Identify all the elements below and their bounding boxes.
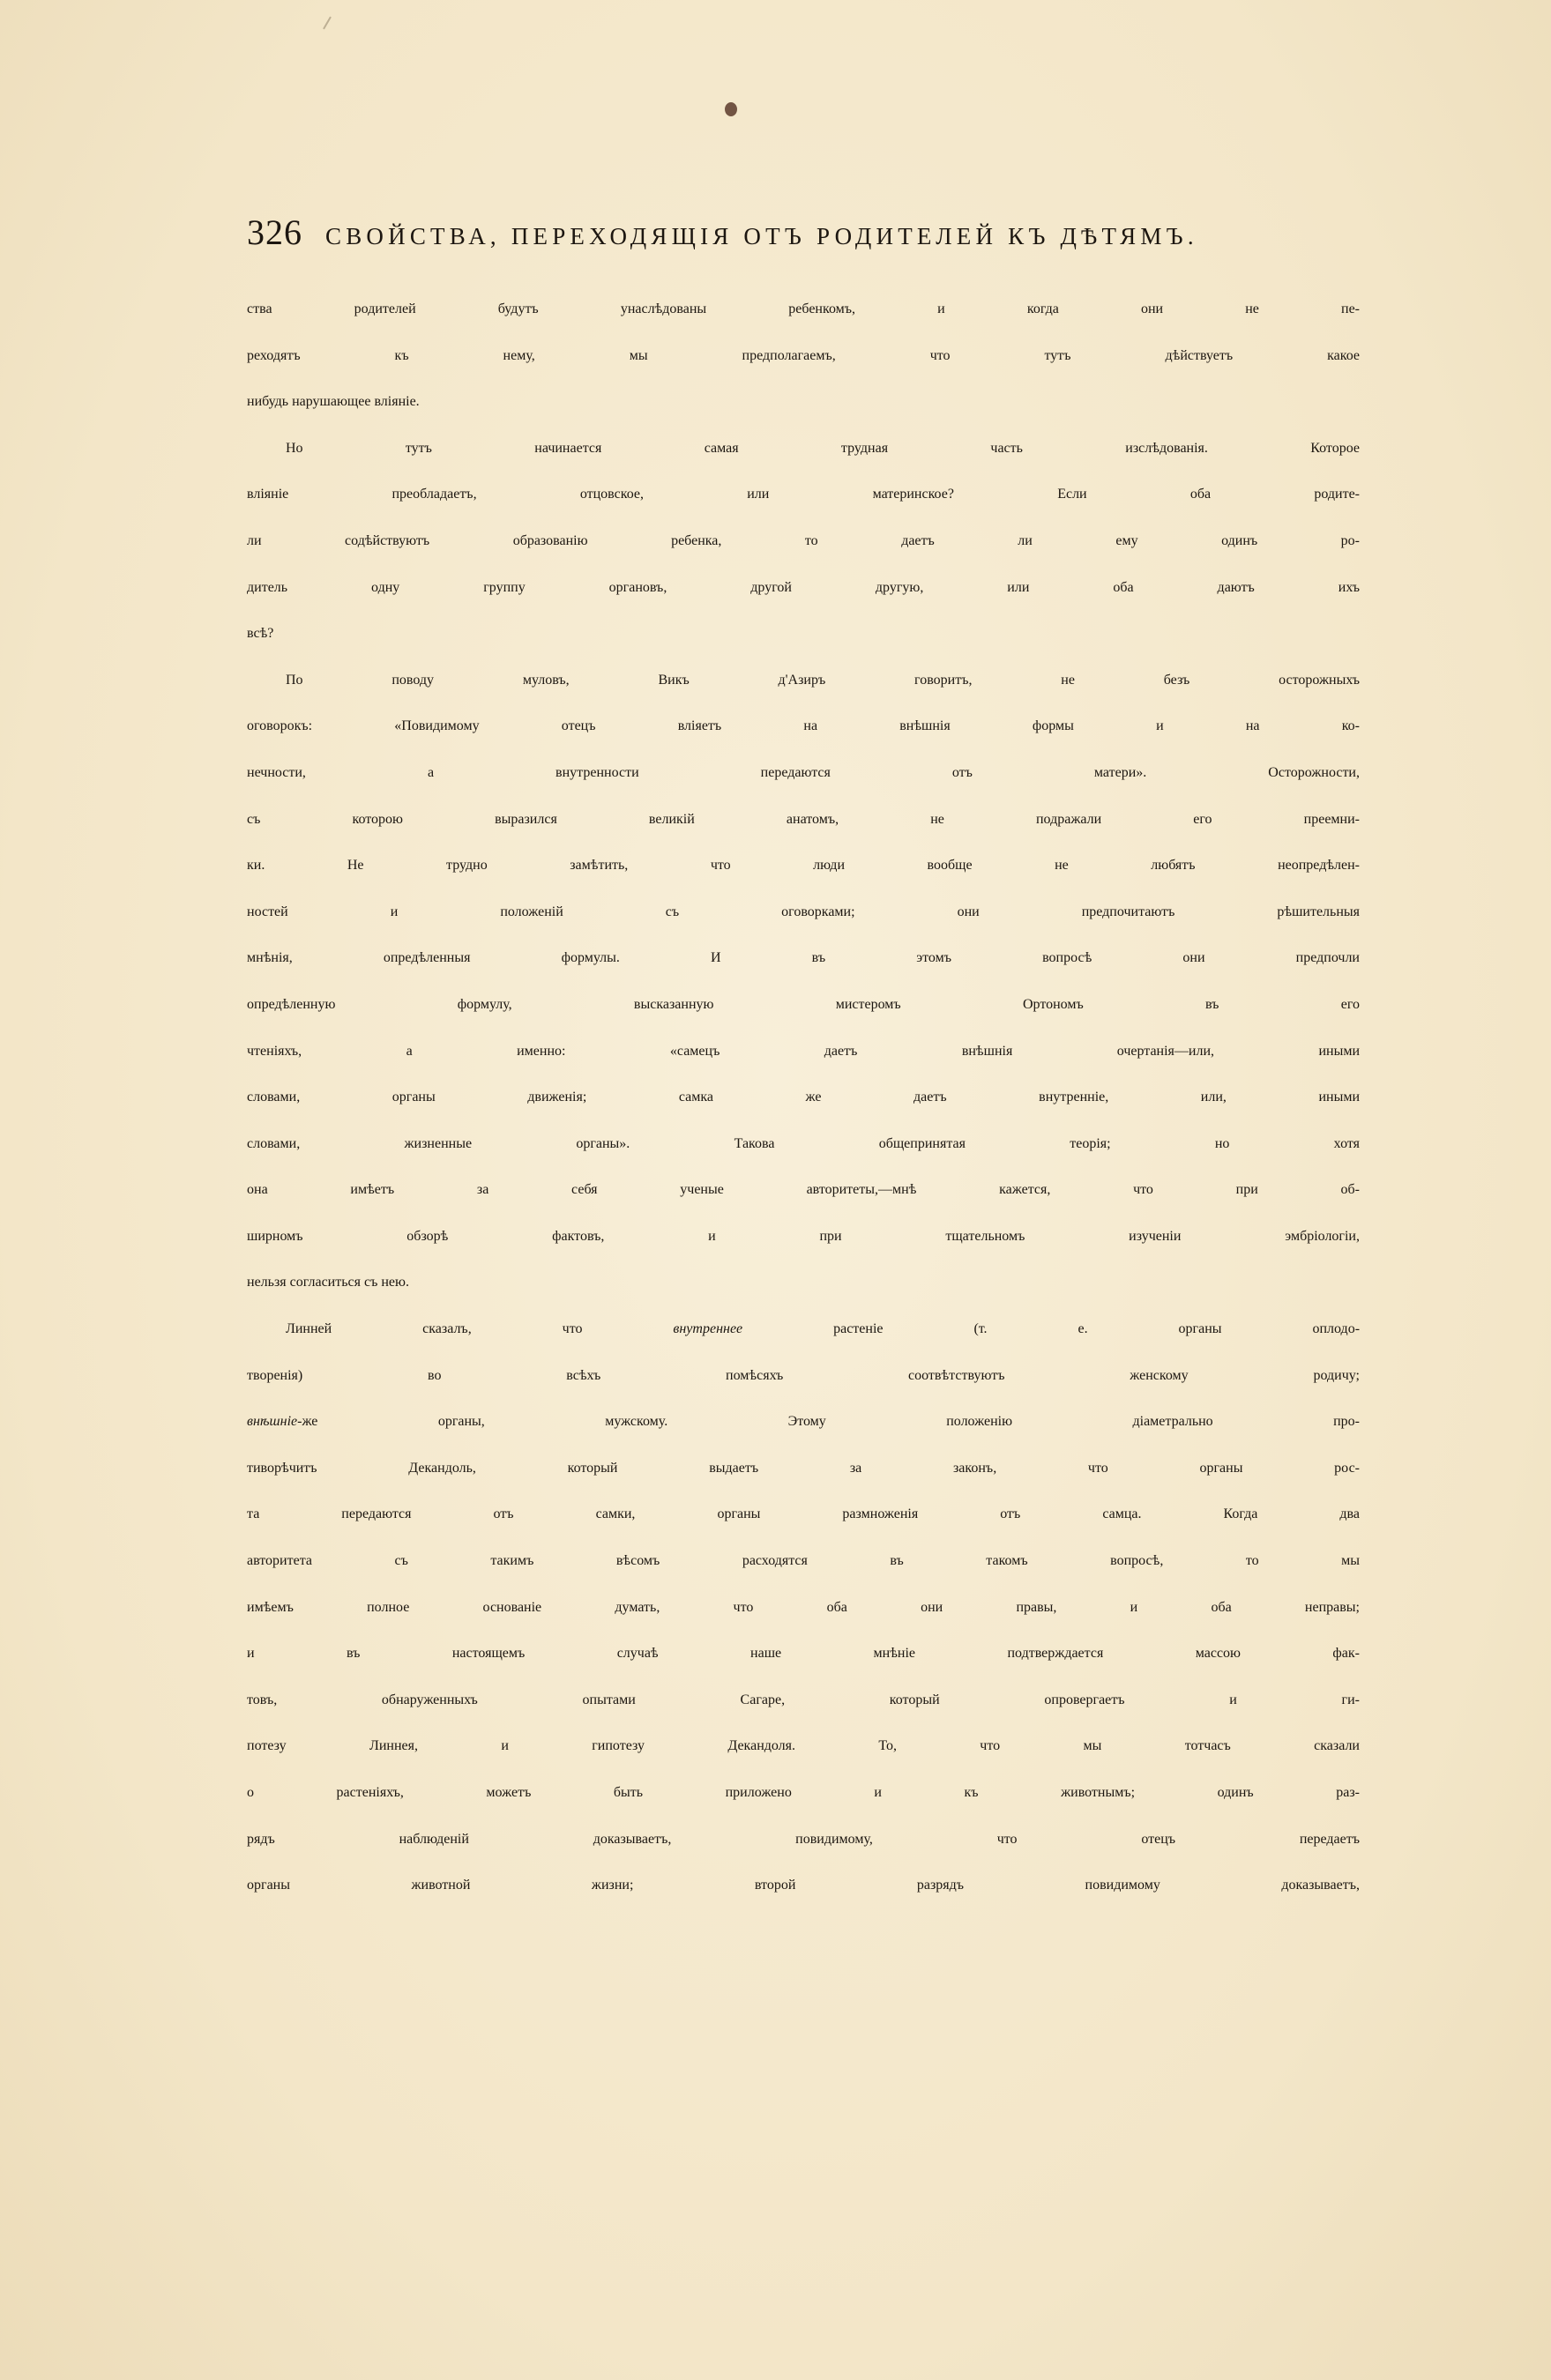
text-line: словами, жизненные органы». Такова общепринятая теорія; но хотя xyxy=(247,1135,1360,1151)
text-line: нибудь нарушающее вліяніе. xyxy=(247,394,420,410)
text-line xyxy=(247,1321,1360,1368)
text-line: она имѣетъ за себя ученые авторитеты,—мнѣ кажется, что при об- xyxy=(247,1182,1360,1198)
text-line: авторитета съ такимъ вѣсомъ расходятся въ такомъ вопросѣ, то мы xyxy=(247,1553,1360,1569)
text-line: опредѣленную формулу, высказанную мистеромъ Ортономъ въ его xyxy=(247,996,1360,1012)
text-line: словами, органы движенія; самка же даетъ внутренніе, или, иными xyxy=(247,1090,1360,1105)
text-line xyxy=(247,1414,1360,1461)
text-line: нечности, а внутренности передаются отъ матери». Осторожности, xyxy=(247,764,1360,780)
text-line: съ которою выразился великій анатомъ, не подражали его преемни- xyxy=(247,811,1360,827)
italic-word: внѣшніе xyxy=(247,1414,298,1430)
running-head: СВОЙСТВА, ПЕРЕХОДЯЩІЯ ОТЪ РОДИТЕЛЕЙ КЪ ДѢТЯМЪ. xyxy=(325,223,1198,249)
text-line: реходятъ къ нему, мы предполагаемъ, что тутъ дѣйствуетъ какое xyxy=(247,347,1360,363)
text-line: ства родителей будутъ унаслѣдованы ребенкомъ, и когда они не пе- xyxy=(247,301,1360,316)
text-line: ки. Не трудно замѣтить, что люди вообще не любятъ неопредѣлен- xyxy=(247,858,1360,874)
text-line: мнѣнія, опредѣленныя формулы. И въ этомъ вопросѣ они предпочли xyxy=(247,950,1360,966)
text-line: творенія) во всѣхъ помѣсяхъ соотвѣтствуютъ женскому родичу; xyxy=(247,1367,1360,1383)
text-line: та передаются отъ самки, органы размноженія отъ самца. Когда два xyxy=(247,1506,1360,1522)
text-line: товъ, обнаруженныхъ опытами Сагаре, который опровергаетъ и ги- xyxy=(247,1692,1360,1707)
text-line: и въ настоящемъ случаѣ наше мнѣніе подтверждается массою фак- xyxy=(247,1646,1360,1662)
text-line: рядъ наблюденій доказываетъ, повидимому, что отецъ передаетъ xyxy=(247,1831,1360,1847)
text-line: вліяніе преобладаетъ, отцовское, или материнское? Если оба родите- xyxy=(247,487,1360,502)
text-line: тиворѣчитъ Декандоль, который выдаетъ за законъ, что органы рос- xyxy=(247,1460,1360,1476)
page-number: 326 xyxy=(247,212,302,252)
ink-spot xyxy=(725,102,737,116)
text-line: нельзя согласиться съ нею. xyxy=(247,1275,409,1290)
text-line: дитель одну группу органовъ, другой другую, или оба даютъ ихъ xyxy=(247,579,1360,595)
pencil-mark xyxy=(323,17,332,30)
text-line: ностей и положеній съ оговорками; они предпочитаютъ рѣшительныя xyxy=(247,904,1360,919)
text-segment: Линней сказалъ, что xyxy=(286,1321,583,1337)
text-segment: растеніе (т. е. органы оплодо- xyxy=(833,1321,1361,1337)
page-header xyxy=(247,212,1314,256)
text-line: о растеніяхъ, можетъ быть приложено и къ животнымъ; одинъ раз- xyxy=(247,1785,1360,1800)
italic-word: внутреннее xyxy=(673,1321,743,1337)
text-line: органы животной жизни; второй разрядъ повидимому доказываетъ, xyxy=(247,1878,1360,1893)
text-line: ли содѣйствуютъ образованію ребенка, то даетъ ли ему одинъ ро- xyxy=(247,532,1360,548)
text-line: чтеніяхъ, а именно: «самецъ даетъ внѣшнія очертанія—или, иными xyxy=(247,1043,1360,1059)
text-line: ширномъ обзорѣ фактовъ, и при тщательномъ изученіи эмбріологіи, xyxy=(247,1228,1360,1244)
body-text xyxy=(247,301,1360,1924)
text-line: всѣ? xyxy=(247,626,274,642)
text-line: оговорокъ: «Повидимому отецъ вліяетъ на внѣшнія формы и на ко- xyxy=(247,718,1360,734)
text-segment: -же органы, мужскому. Этому положенію діаметрально про- xyxy=(297,1414,1360,1430)
text-line: По поводу муловъ, Викъ д'Азиръ говоритъ, не безъ осторожныхъ xyxy=(286,672,1360,688)
text-line: потезу Линнея, и гипотезу Декандоля. То, что мы тотчасъ сказали xyxy=(247,1738,1360,1754)
text-line: Но тутъ начинается самая трудная часть изслѣдованія. Которое xyxy=(286,440,1360,456)
text-line: имѣемъ полное основаніе думать, что оба они правы, и оба неправы; xyxy=(247,1599,1360,1615)
